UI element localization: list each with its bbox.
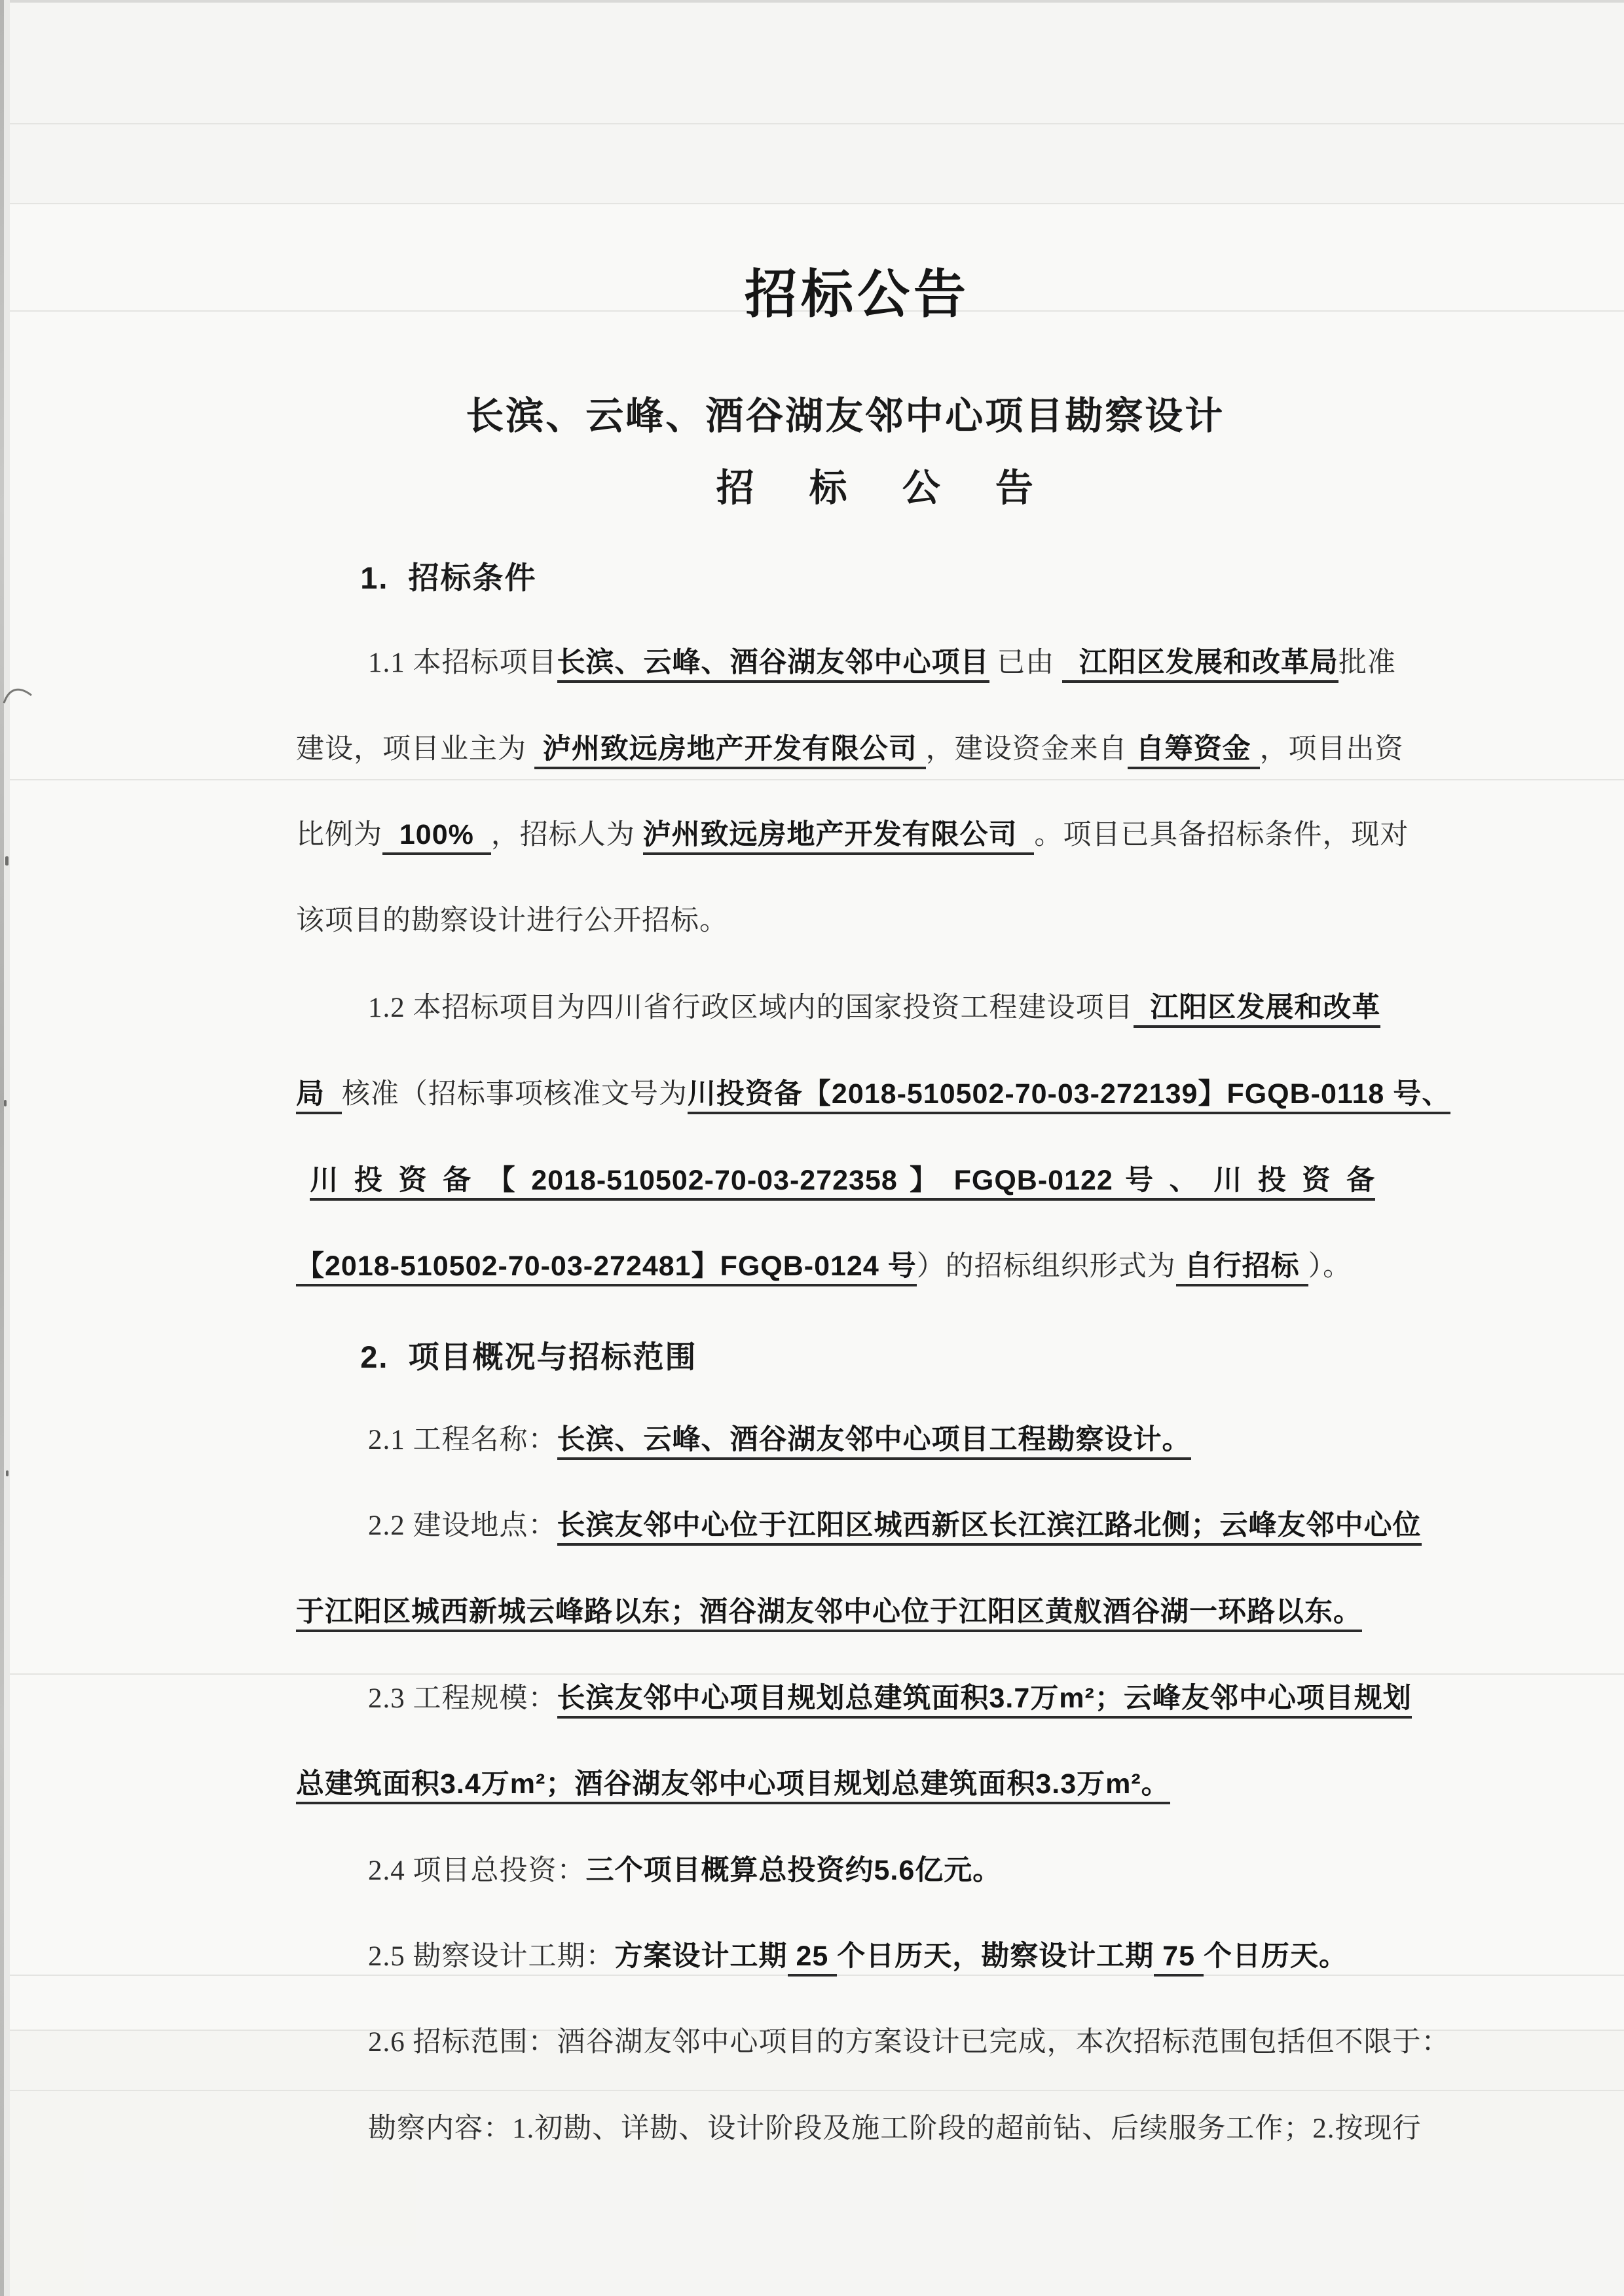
filled-blank: 长滨友邻中心项目规划总建筑面积3.7万m²；云峰友邻中心项目规划 [557,1683,1412,1719]
text-run: 1.2 本招标项目为四川省行政区域内的国家投资工程建设项目 [368,993,1134,1023]
text-run: 比例为 [296,820,382,850]
scan-pen-mark [1,680,34,714]
bold-text-run: 个日历天。 [1203,1941,1348,1972]
scan-edge-left-soft [4,0,10,2296]
text-run: ，项目出资 [1259,734,1404,765]
scan-shade-top [0,0,1624,204]
filled-blank: 于江阳区城西新城云峰路以东；酒谷湖友邻中心位于江阳区黄舣酒谷湖一环路以东。 [296,1596,1362,1632]
filled-blank: 自行招标 [1176,1250,1308,1286]
filled-blank: 江阳区发展和改革 [1134,992,1381,1028]
filled-blank: 局 [296,1078,342,1114]
text-run: 批准 [1338,647,1396,678]
filled-blank: 自筹资金 [1128,733,1260,769]
para-2-6-line-2 [337,2074,1422,2184]
bold-text-run: 三个项目概算总投资约5.6亿元。 [585,1855,1002,1886]
text-run: 已由 [989,647,1062,678]
filled-blank: 江阳区发展和改革局 [1062,647,1338,683]
scan-edge-left [0,0,4,2296]
text-run: 1.1 本招标项目 [368,647,557,678]
text-run: ，建设资金来自 [925,734,1128,765]
filled-blank: 长滨、云峰、酒谷湖友邻中心项目 [557,647,989,683]
text-run: 勘察内容：1.初勘、详勘、设计阶段及施工阶段的超前钻、后续服务工作；2.按现行 [368,2113,1422,2144]
text-run: ，招标人为 [490,820,643,850]
filled-blank: 泸州致远房地产开发有限公司 [534,733,926,769]
scan-speck [5,856,9,866]
filled-blank: 川 投 资 备 【 2018-510502-70-03-272358 】 FGQB-0122 号 、 川 投 资 备 [310,1165,1375,1201]
scan-edge-top [0,0,1624,3]
announcement-subtitle-text: 招 标 公 告 [716,467,1056,509]
project-subtitle-text: 长滨、云峰、酒谷湖友邻中心项目勘察设计 [466,395,1225,437]
text-run: 2.5 勘察设计工期： [368,1941,615,1972]
text-run: 。项目已具备招标条件，现对 [1034,820,1409,850]
filled-blank: 75 [1154,1941,1204,1977]
page-title-text: 招标公告 [744,265,970,323]
text-run: ）的招标组织形式为 [916,1251,1176,1282]
text-run: 2.6 招标范围：酒谷湖友邻中心项目的方案设计已完成，本次招标范围包括但不限于： [368,2027,1450,2058]
text-run: ）。 [1308,1251,1352,1282]
section-2-heading-text: 2. 项目概况与招标范围 [360,1339,697,1374]
filled-blank: 长滨、云峰、酒谷湖友邻中心项目工程勘察设计。 [557,1424,1191,1460]
scan-speck [6,1470,9,1476]
bold-text-run: 方案设计工期 [614,1941,788,1972]
bold-text-run: 个日历天，勘察设计工期 [837,1941,1154,1972]
filled-blank: 长滨友邻中心位于江阳区城西新区长江滨江路北侧；云峰友邻中心位 [557,1510,1422,1546]
section-1-heading-text: 1. 招标条件 [360,560,537,595]
text-run: 2.2 建设地点： [368,1510,557,1541]
text-run: 2.1 工程名称： [368,1425,557,1455]
filled-blank: 【2018-510502-70-03-272481】FGQB-0124 号 [296,1250,917,1286]
filled-blank: 100% [382,819,491,855]
text-run: 2.4 项目总投资： [368,1855,586,1886]
scan-speck [4,1100,7,1106]
scan-line [0,123,1624,124]
text-run: 2.3 工程规模： [368,1683,557,1714]
text-run: 该项目的勘察设计进行公开招标。 [296,905,728,936]
filled-blank: 泸州致远房地产开发有限公司 [643,819,1035,855]
filled-blank: 川投资备【2018-510502-70-03-272139】FGQB-0118 号、 [688,1078,1450,1114]
filled-blank: 25 [788,1941,838,1977]
text-run: 核准（招标事项核准文号为 [341,1079,688,1110]
text-run: 建设，项目业主为 [296,734,534,765]
filled-blank: 总建筑面积3.4万m²；酒谷湖友邻中心项目规划总建筑面积3.3万m²。 [296,1768,1170,1804]
